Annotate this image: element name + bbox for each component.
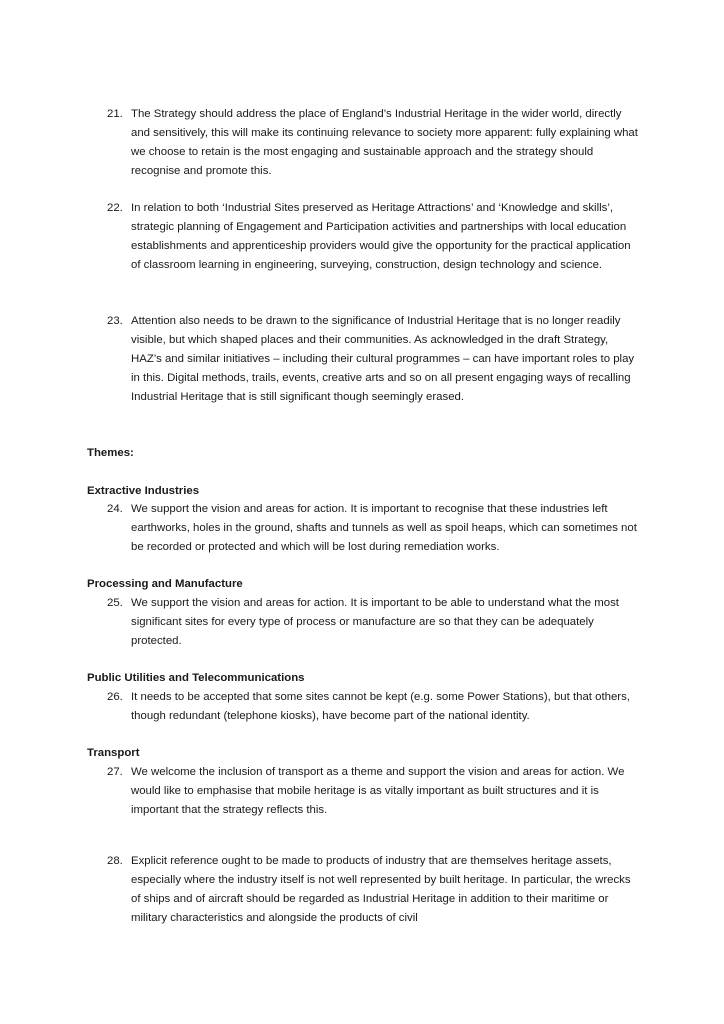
- item-number: 24.: [107, 503, 123, 515]
- item-text: We support the vision and areas for action. It is important to recognise that these industries left earthworks, holes in the ground, shafts and tunnels as well as spoil heaps, which can sometimes not be recorded or protected and which will be lost during remediation works.: [131, 503, 637, 553]
- item-text: The Strategy should address the place of England’s Industrial Heritage in the wider world, directly and sensitively, this will make its continuing relevance to society more apparent: fully explaining what we choose to retain is the most engaging and sustainable approach and the strategy should recognise and promote this.: [131, 108, 638, 177]
- list-item-24: [107, 500, 642, 557]
- item-number: 25.: [107, 597, 123, 609]
- list-item-25: [107, 594, 642, 651]
- item-number: 28.: [107, 855, 123, 867]
- list-item-28: [107, 852, 642, 928]
- item-text: It needs to be accepted that some sites cannot be kept (e.g. some Power Stations), but that others, though redundant (telephone kiosks), have become part of the national identity.: [131, 691, 630, 722]
- item-text: In relation to both ‘Industrial Sites preserved as Heritage Attractions’ and ‘Knowledge and skills’, strategic planning of Engagement and Participation activities and partnerships with local education establishments and apprenticeship providers would give the opportunity for the practical application of classroom learning in engineering, surveying, construction, design technology and science.: [131, 202, 631, 271]
- item-text: Explicit reference ought to be made to products of industry that are themselves heritage assets, especially where the industry itself is not well represented by built heritage. In particular, the wrecks of ships and of aircraft should be regarded as Industrial Heritage in addition to their maritime or military characteristics and alongside the products of civil: [131, 855, 631, 924]
- item-number: 22.: [107, 202, 123, 214]
- section-heading-utilities: Public Utilities and Telecommunications: [87, 672, 305, 684]
- item-number: 26.: [107, 691, 123, 703]
- item-text: Attention also needs to be drawn to the significance of Industrial Heritage that is no longer readily visible, but which shaped places and their communities. As acknowledged in the draft Strategy, HAZ’s and similar initiatives – including their cultural programmes – can have important roles to play in this. Digital methods, trails, events, creative arts and so on all present engaging ways of recalling Industrial Heritage that is still significant though seemingly erased.: [131, 315, 635, 403]
- themes-heading: Themes:: [87, 447, 134, 459]
- section-heading-processing: Processing and Manufacture: [87, 578, 243, 590]
- list-item-26: [107, 688, 642, 726]
- item-number: 21.: [107, 108, 123, 120]
- section-heading-transport: Transport: [87, 747, 140, 759]
- list-item-21: [107, 105, 642, 181]
- item-text: We support the vision and areas for action. It is important to be able to understand what the most significant sites for every type of process or manufacture are so that they can be adequately protected.: [131, 597, 619, 647]
- list-item-22: [107, 199, 642, 275]
- item-text: We welcome the inclusion of transport as a theme and support the vision and areas for action. We would like to emphasise that mobile heritage is as vitally important as built structures and it is important that the strategy reflects this.: [131, 766, 625, 816]
- section-heading-extractive: Extractive Industries: [87, 485, 200, 497]
- list-item-27: [107, 763, 642, 820]
- item-number: 23.: [107, 315, 123, 327]
- list-item-23: [107, 312, 642, 407]
- item-number: 27.: [107, 766, 123, 778]
